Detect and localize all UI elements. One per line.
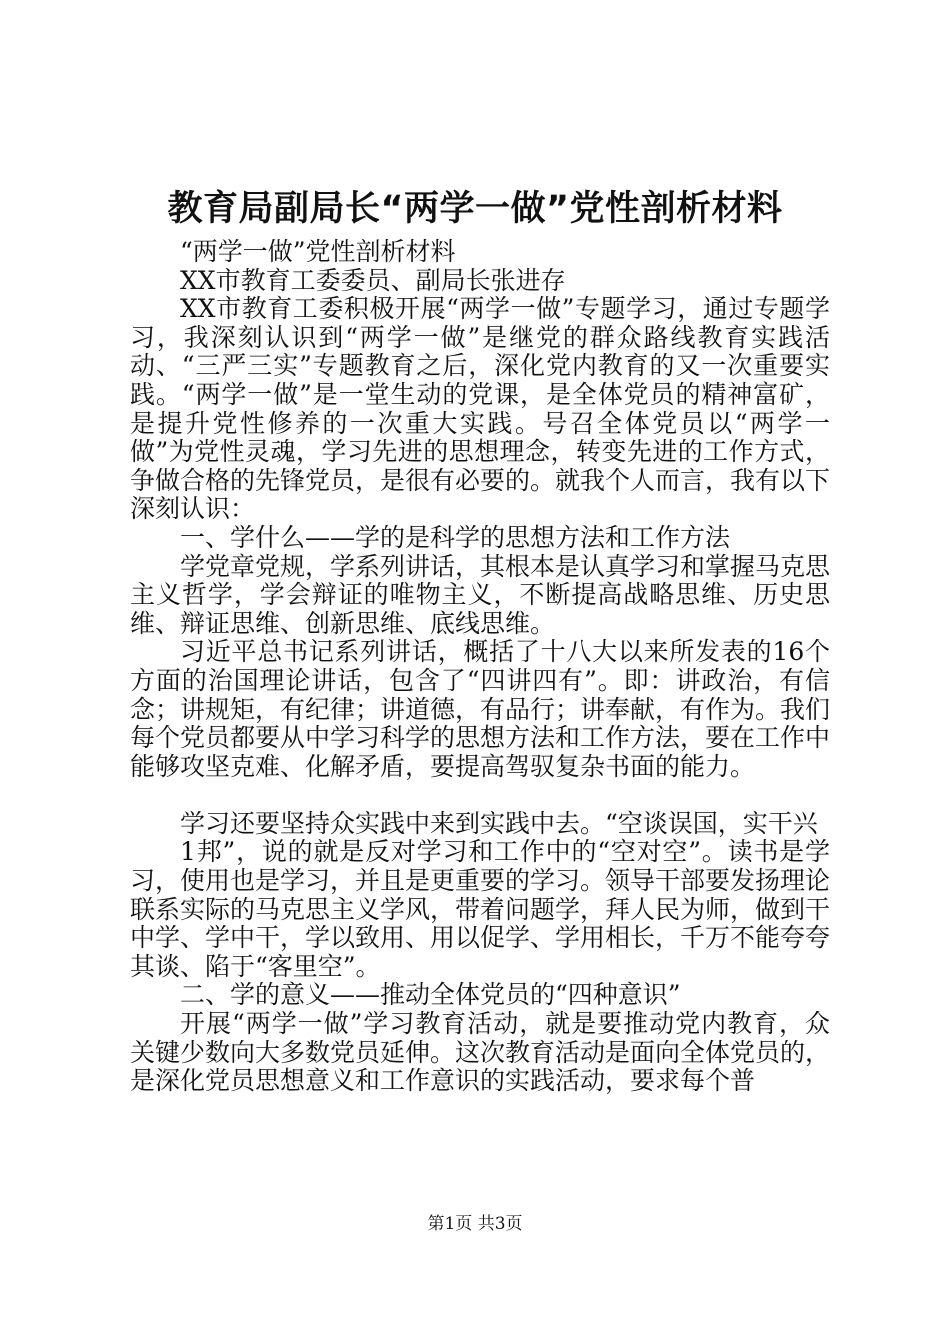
page-footer: 第1页 共3页 bbox=[427, 1214, 523, 1234]
document-body bbox=[130, 238, 830, 1096]
paragraph: 习近平总书记系列讲话，概括了十八大以来所发表的16个方面的治国理论讲话，包含了“四讲四有”。即：讲政治，有信念；讲规矩，有纪律；讲道德，有品行；讲奉献，有作为。我们每个党员都要从中学习科学的思想方法和工作方法，要在工作中能够攻坚克难、化解矛盾，要提高驾驭复杂书面的能力。 bbox=[130, 637, 831, 781]
blank-line bbox=[130, 781, 830, 810]
document-title: 教育局副局长“两学一做”党性剖析材料 bbox=[167, 189, 783, 229]
paragraph: XX市教育工委积极开展“两学一做”专题学习，通过专题学习，我深刻认识到“两学一做”是继党的群众路线教育实践活动、“三严三实”专题教育之后，深化党内教育的又一次重要实践。“两学一做”是一堂生动的党课，是全体党员的精神富矿，是提升党性修养的一次重大实践。号召全体党员以“两学一做”为党性灵魂，学习先进的思想理念，转变先进的工作方式，争做合格的先锋党员，是很有必要的。就我个人而言，我有以下深刻认识： bbox=[130, 294, 831, 524]
author-line: XX市教育工委委员、副局长张进存 bbox=[180, 265, 566, 295]
paragraph: 学党章党规，学系列讲话，其根本是认真学习和掌握马克思主义哲学，学会辩证的唯物主义，不断提高战略思维、历史思维、辩证思维、创新思维、底线思维。 bbox=[130, 551, 831, 638]
section-heading: 二、学的意义——推动全体党员的“四种意识” bbox=[180, 980, 681, 1010]
paragraph: 学习还要坚持众实践中来到实践中去。“空谈误国，实干兴 bbox=[180, 808, 818, 838]
paragraph: 1邦”，说的就是反对学习和工作中的“空对空”。读书是学习，使用也是学习，并且是更重要的学习。领导干部要发扬理论联系实际的马克思主义学风，带着问题学，拜人民为师，做到干中学、学中干，学以致用、用以促学、学用相长，千万不能夸夸其谈、陷于“客里空”。 bbox=[130, 837, 831, 981]
section-heading: 一、学什么——学的是科学的思想方法和工作方法 bbox=[180, 522, 731, 552]
paragraph: 开展“两学一做”学习教育活动，就是要推动党内教育，众关键少数向大多数党员延伸。这次教育活动是面向全体党员的，是深化党员思想意义和工作意识的实践活动，要求每个普 bbox=[130, 1009, 831, 1096]
subtitle: “两学一做”党性剖析材料 bbox=[180, 237, 456, 266]
